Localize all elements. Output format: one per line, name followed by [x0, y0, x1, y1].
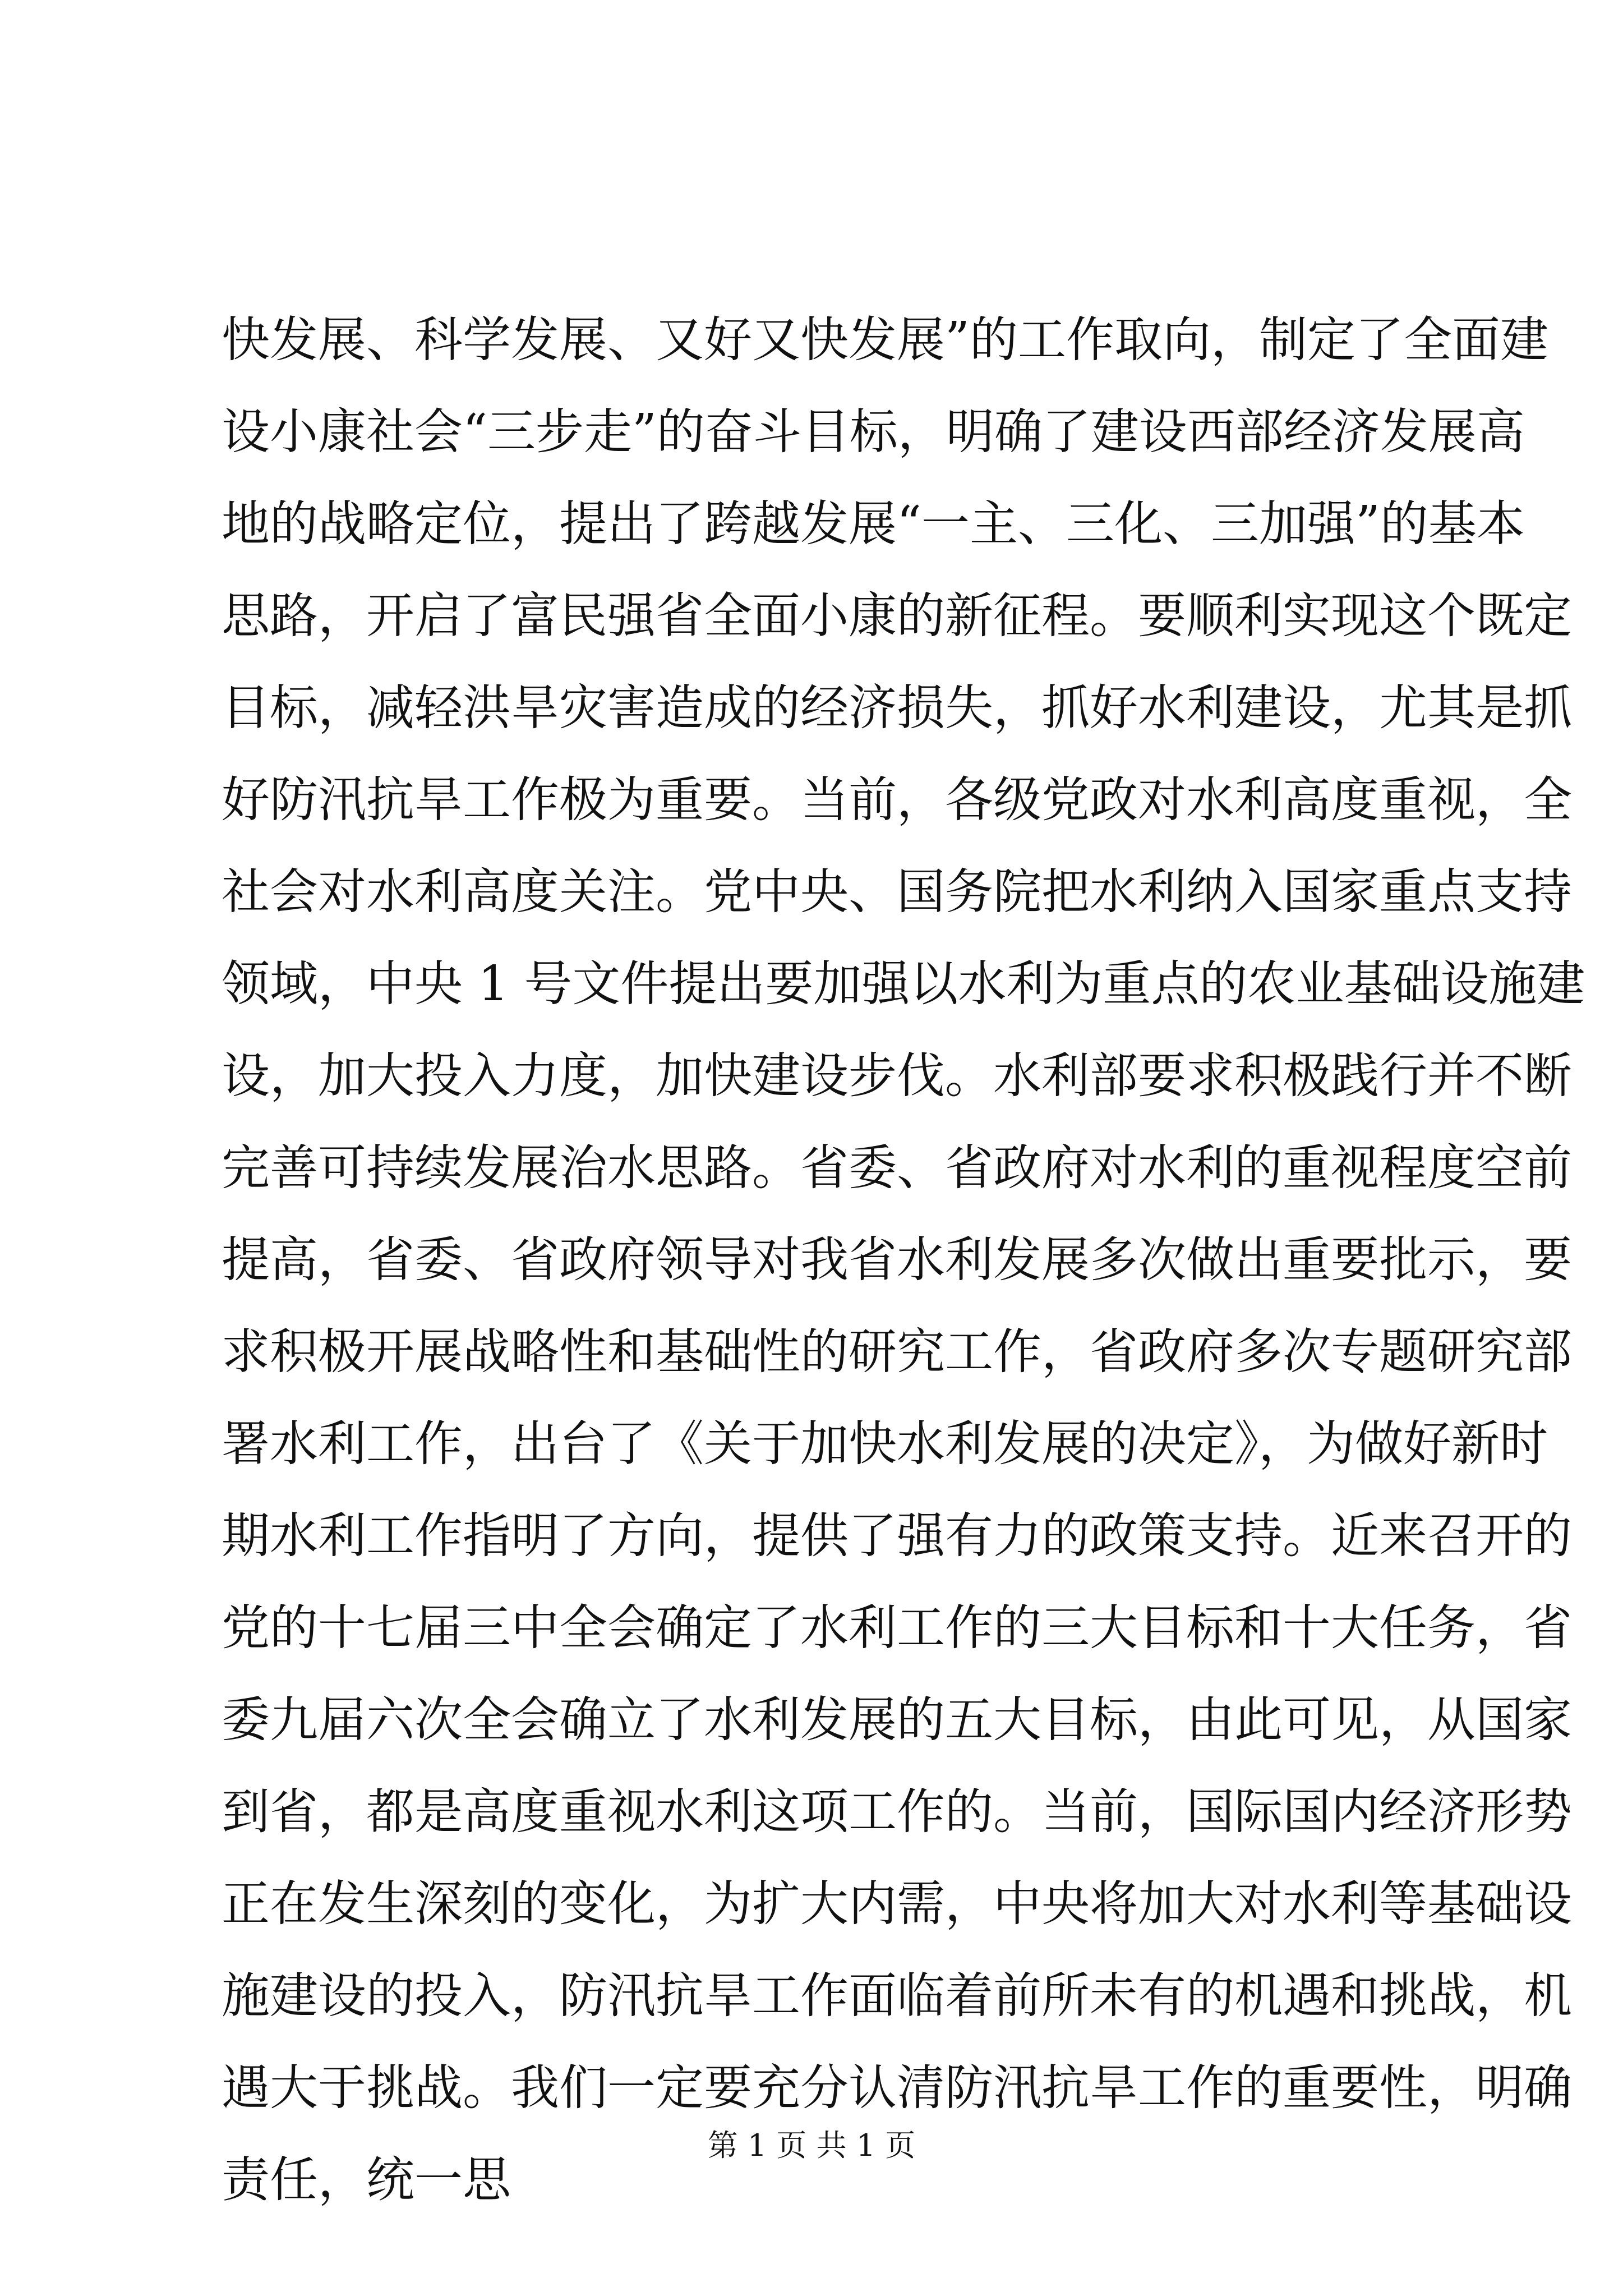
text-line: 设小康社会“三步走”的奋斗目标，明确了建设西部经济发展高 [222, 404, 1525, 460]
text-line: 求积极开展战略性和基础性的研究工作，省政府多次专题研究部 [222, 1324, 1572, 1380]
text-line: 完善可持续发展治水思路。省委、省政府对水利的重视程度空前 [222, 1140, 1572, 1196]
text-line: 地的战略定位，提出了跨越发展“一主、三化、三加强”的基本 [222, 496, 1525, 552]
text-line: 思路，开启了富民强省全面小康的新征程。要顺利实现这个既定 [222, 588, 1572, 644]
page-footer: 第 1 页 共 1 页 [707, 2128, 916, 2163]
text-line: 遇大于挑战。我们一定要充分认清防汛抗旱工作的重要性，明确 [222, 2060, 1572, 2116]
text-line: 正在发生深刻的变化，为扩大内需，中央将加大对水利等基础设 [222, 1876, 1572, 1932]
body-paragraph [222, 294, 1585, 2226]
text-line: 提高，省委、省政府领导对我省水利发展多次做出重要批示，要 [222, 1232, 1572, 1288]
text-line: 社会对水利高度关注。党中央、国务院把水利纳入国家重点支持 [222, 864, 1572, 920]
text-line: 委九届六次全会确立了水利发展的五大目标，由此可见，从国家 [222, 1692, 1572, 1748]
text-line: 责任，统一思 [222, 2152, 511, 2208]
text-line: 署水利工作，出台了《关于加快水利发展的决定》，为做好新时 [222, 1416, 1548, 1472]
text-line: 好防汛抗旱工作极为重要。当前，各级党政对水利高度重视，全 [222, 772, 1572, 828]
text-line: 到省，都是高度重视水利这项工作的。当前，国际国内经济形势 [222, 1784, 1572, 1840]
text-line: 快发展、科学发展、又好又快发展”的工作取向，制定了全面建 [222, 312, 1548, 368]
text-line: 党的十七届三中全会确定了水利工作的三大目标和十大任务，省 [222, 1600, 1572, 1656]
text-line: 目标，减轻洪旱灾害造成的经济损失，抓好水利建设，尤其是抓 [222, 680, 1572, 736]
text-line: 设，加大投入力度，加快建设步伐。水利部要求积极践行并不断 [222, 1048, 1572, 1104]
text-line: 领域，中央 1 号文件提出要加强以水利为重点的农业基础设施建 [222, 956, 1585, 1012]
text-line: 施建设的投入，防汛抗旱工作面临着前所未有的机遇和挑战，机 [222, 1968, 1572, 2024]
text-line: 期水利工作指明了方向，提供了强有力的政策支持。近来召开的 [222, 1508, 1572, 1564]
